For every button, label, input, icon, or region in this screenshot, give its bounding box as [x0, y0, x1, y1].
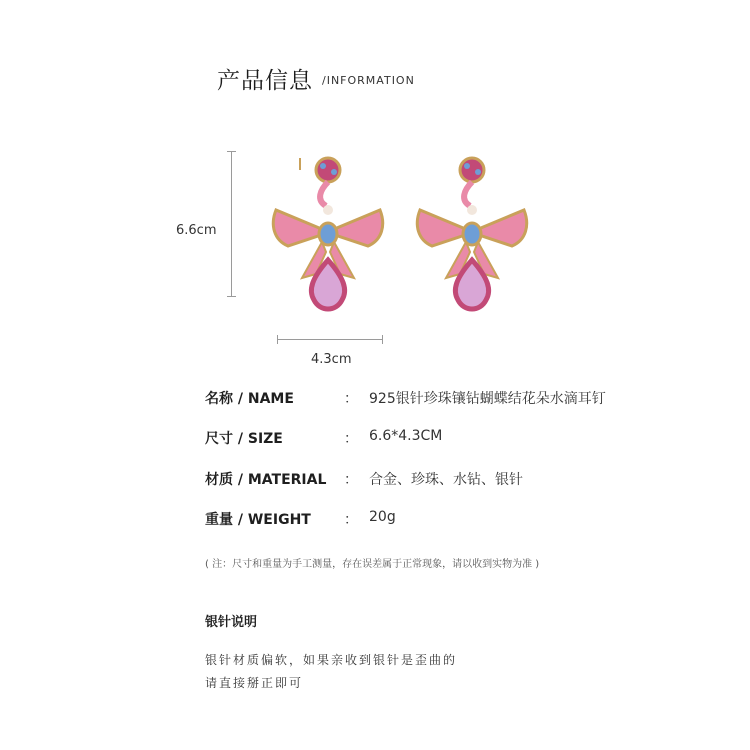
page-title-en: /INFORMATION — [322, 74, 415, 87]
spec-weight-label: 重量 / WEIGHT — [205, 512, 311, 528]
width-dimension-label: 4.3cm — [311, 352, 352, 367]
measurement-note: ( 注：尺寸和重量为手工测量，存在误差属于正常现象，请以收到实物为准 ) — [205, 559, 540, 570]
earring-left-image — [268, 150, 388, 320]
spec-size-value: 6.6*4.3CM — [369, 428, 443, 444]
bow-earring-left-icon — [268, 150, 388, 320]
spec-weight-value: 20g — [369, 509, 396, 525]
silver-needle-line-1: 银针材质偏软，如果亲收到银针是歪曲的 — [205, 653, 458, 667]
page-title-zh: 产品信息 — [217, 68, 313, 94]
spec-name-label: 名称 / NAME — [205, 391, 294, 407]
spec-material-label: 材质 / MATERIAL — [205, 472, 327, 488]
height-dimension-cap-bottom — [227, 296, 236, 297]
height-dimension-cap-top — [227, 151, 236, 152]
height-dimension-line — [231, 151, 232, 297]
earring-right-image — [412, 150, 532, 320]
width-dimension-cap-right — [382, 335, 383, 344]
spec-name-colon: ： — [344, 391, 358, 407]
bow-earring-right-icon — [412, 150, 532, 320]
spec-size-label: 尺寸 / SIZE — [205, 431, 283, 447]
spec-material-colon: ： — [344, 472, 358, 488]
height-dimension-label: 6.6cm — [176, 223, 217, 238]
width-dimension-cap-left — [277, 335, 278, 344]
silver-needle-line-2: 请直接掰正即可 — [205, 676, 304, 690]
spec-weight-colon: ： — [344, 512, 358, 528]
width-dimension-line — [277, 339, 383, 340]
spec-material-value: 合金、珍珠、水钻、银针 — [369, 472, 523, 488]
spec-size-colon: ： — [344, 431, 358, 447]
spec-name-value: 925银针珍珠镶钻蝴蝶结花朵水滴耳钉 — [369, 391, 606, 407]
silver-needle-title: 银针说明 — [205, 615, 258, 630]
